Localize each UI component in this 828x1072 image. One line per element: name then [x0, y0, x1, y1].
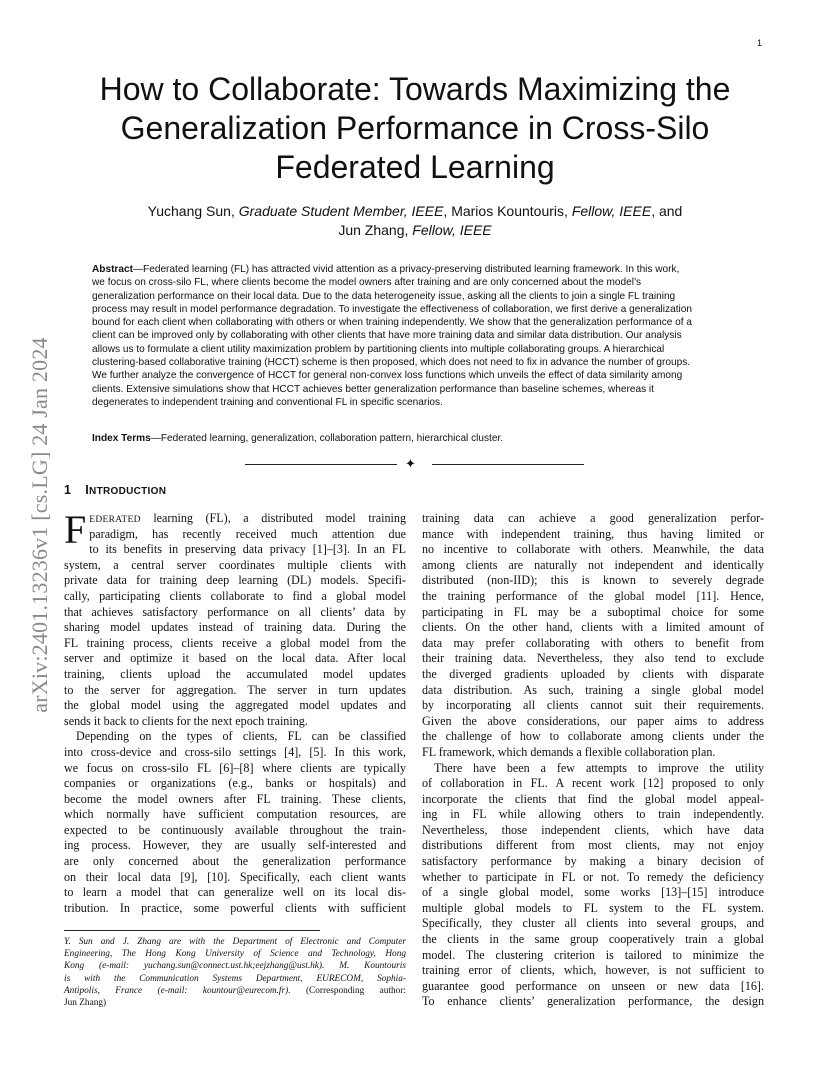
section-number: 1	[64, 483, 72, 497]
body-line: to learn a model that can generalize well on its local dis-	[64, 885, 406, 900]
body-line: distributed (non-IID); this is known to severely degrade	[422, 573, 764, 588]
body-line: multiple global models to FL system to the FL system.	[422, 900, 764, 915]
body-line: FL framework, which demands a flexible collaboration plan.	[422, 744, 716, 759]
body-line: into cross-device and cross-silo settings [4], [5]. In this work,	[64, 744, 406, 759]
body-line: Nevertheless, those independent clients, which have data	[422, 822, 764, 837]
body-line: on their local data [9], [10]. Specifically, each client wants	[64, 869, 406, 884]
body-line: of collaboration in FL. A recent work [12] proposed to only	[422, 776, 764, 791]
body-line: companies or organizations (e.g., banks or hospitals) and	[64, 776, 406, 791]
author-list	[80, 202, 750, 240]
body-line: model. The clustering criterion is tailored to minimize the	[422, 947, 764, 962]
body-line: we focus on cross-silo FL [6]–[8] where clients are typically	[64, 760, 406, 775]
body-line: participating in FL may be a suboptimal choice for some	[422, 604, 764, 619]
body-line: ing in FL while allowing others to train independently.	[422, 807, 764, 822]
body-line: private data for training deep learning (DL) models. Specifi-	[64, 573, 406, 588]
divider-rule-left	[245, 464, 397, 465]
body-line: to the server for aggregation. The server in turn updates	[64, 682, 406, 697]
body-line: among clients are naturally not independent and identically	[422, 557, 764, 572]
arxiv-watermark: arXiv:2401.13236v1 [cs.LG] 24 Jan 2024	[27, 337, 52, 713]
body-line: expected to be continuously available throughout the train-	[64, 822, 406, 837]
body-line: EDERATED learning (FL), a distributed model training	[89, 511, 406, 525]
body-line: data may prefer collaborating with others to benefit from	[422, 635, 764, 650]
body-line: the training performance of the global model [11]. Hence,	[422, 588, 764, 603]
body-line: by incorporating all clients cannot suit their requirements.	[422, 698, 764, 713]
drop-cap: F	[64, 507, 87, 552]
body-line: To enhance clients’ generalization performance, the design	[422, 994, 764, 1009]
body-line: mance with independent training, thus having limited or	[422, 526, 764, 541]
body-line: of a single global model, some works [13]–[15] introduce	[422, 885, 764, 900]
affiliation-footnote: Y. Sun and J. Zhang are with the Department of Electronic and Computer Engineering, The Hong Kong University of Science and Technology, Hong Kong (e-mail: yuchang.sun@connect.ust.hk;eejzhang@ust.hk). M. Kountouris is with the Communication Systems Department, EURECOM, Sophia- Antipolis, France (e-mail: kountour@eurecom.fr). (Corresponding author: Jun Zhang)	[64, 937, 407, 1009]
title-line: How to Collaborate: Towards Maximizing the	[99, 71, 731, 107]
body-line: server and optimize it based on the local data. After local	[64, 651, 406, 666]
title-line: Federated Learning	[275, 149, 555, 185]
body-line: ing process. However, they are usually self-interested and	[64, 838, 406, 853]
body-line: training error of clients, which, however, is not sufficient to	[422, 963, 764, 978]
body-line: the clients in the same group cooperatively train a global	[422, 932, 764, 947]
body-line: system, a central server coordinates multiple clients with	[64, 557, 406, 572]
index-terms-text: —Federated learning, generalization, collaboration pattern, hierarchical cluster.	[150, 433, 504, 444]
body-line: whether to participate in FL or not. To remedy the deficiency	[422, 869, 764, 884]
body-line: become the model owners after FL training. These clients,	[64, 791, 406, 806]
left-column	[64, 507, 406, 916]
divider-rule-right	[432, 464, 584, 465]
body-line: incorporate the clients that find the global model appeal-	[422, 791, 764, 806]
author-line: Jun Zhang, Fellow, IEEE	[338, 222, 492, 238]
index-terms	[92, 432, 738, 445]
body-line: training data can achieve a good generalization perfor-	[422, 511, 764, 525]
footnote-rule	[64, 930, 320, 931]
body-line: are only concerned about the generalization performance	[64, 854, 406, 869]
author-line: Yuchang Sun, Graduate Student Member, IEEE, Marios Kountouris, Fellow, IEEE, and	[147, 203, 683, 219]
body-line: the challenge of how to collaborate among clients under the	[422, 729, 764, 744]
body-line: to its benefits in preserving data privacy [1]–[3]. In an FL	[89, 542, 406, 557]
body-line: the diverged gradients uploaded by clients with disparate	[422, 666, 764, 681]
body-line: sharing model updates instead of training data. During the	[64, 620, 406, 635]
page-number: 1	[757, 38, 763, 48]
body-line: guarantee good performance on unseen or new data [16].	[422, 978, 764, 993]
body-line: satisfactory performance by making a binary decision of	[422, 854, 764, 869]
abstract: Abstract—Federated learning (FL) has attracted vivid attention as a privacy-preserving distributed learning framework. In this work, we focus on cross-silo FL, where clients become the model owners after training and are only concerned about the model’s generalization performance on their local data. Due to the data heterogeneity issue, asking all the clients to join a single FL training process may result in model performance degradation. To investigate the effectiveness of collaboration, we first derive a generalization bound for each client when collaborating with others or when training independently. We show that the generalization performance of a client can be improved only by collaborating with other clients that have more training data and similar data distribution. Our analysis allows us to formulate a client utility maximization problem by partitioning clients into multiple collaborating groups. A hierarchical clustering-based collaborative training (HCCT) scheme is then proposed, which does not need to fix in advance the number of groups. We further analyze the convergence of HCCT for general non-convex loss functions which unveils the effect of data similarity among clients. Extensive simulations show that HCCT achieves better generalization performance than baseline schemes, whereas it degenerates to independent training and conventional FL in specific scenarios.	[92, 264, 693, 408]
body-line: no incentive to collaborate with others. Meanwhile, the data	[422, 542, 764, 557]
divider-star-icon: ✦	[405, 457, 416, 472]
body-line: distributions different from most clients, may not enjoy	[422, 838, 764, 853]
abstract-label: Abstract	[92, 264, 133, 275]
body-line: Specifically, they cluster all clients into several groups, and	[422, 916, 764, 931]
body-line: Depending on the types of clients, FL can be classified	[76, 729, 406, 744]
body-line: FL training process, clients receive a global model from the	[64, 635, 406, 650]
body-line: There have been a few attempts to improve the utility	[434, 760, 764, 775]
body-line: Given the above considerations, our paper aims to address	[422, 713, 764, 728]
title-line: Generalization Performance in Cross-Silo	[120, 110, 710, 146]
body-line: which normally have sufficient computation resources, are	[64, 807, 406, 822]
body-line: that achieves satisfactory performance on all clients’ data by	[64, 604, 406, 619]
paper-title	[80, 70, 750, 187]
section-divider	[245, 459, 584, 471]
body-line: tribution. In practice, some powerful clients with sufficient	[64, 900, 406, 915]
body-line: sends it back to clients for the next epoch training.	[64, 713, 308, 728]
body-line: training, clients upload the accumulated model updates	[64, 666, 406, 681]
body-line: cally, participating clients collaborate to find a global model	[64, 588, 406, 603]
body-line: clients. On the other hand, clients with a limited amount of	[422, 620, 764, 635]
body-line: paradigm, has recently received much attention due	[89, 526, 406, 541]
index-terms-label: Index Terms	[92, 433, 151, 444]
body-line: data distribution. As such, training a single global model	[422, 682, 764, 697]
section-heading: 1 INTRODUCTION	[64, 483, 167, 497]
right-column	[422, 511, 764, 1010]
body-line: their training data. Nevertheless, they also tend to exclude	[422, 651, 764, 666]
body-line: the global model using the aggregated model updates and	[64, 698, 406, 713]
